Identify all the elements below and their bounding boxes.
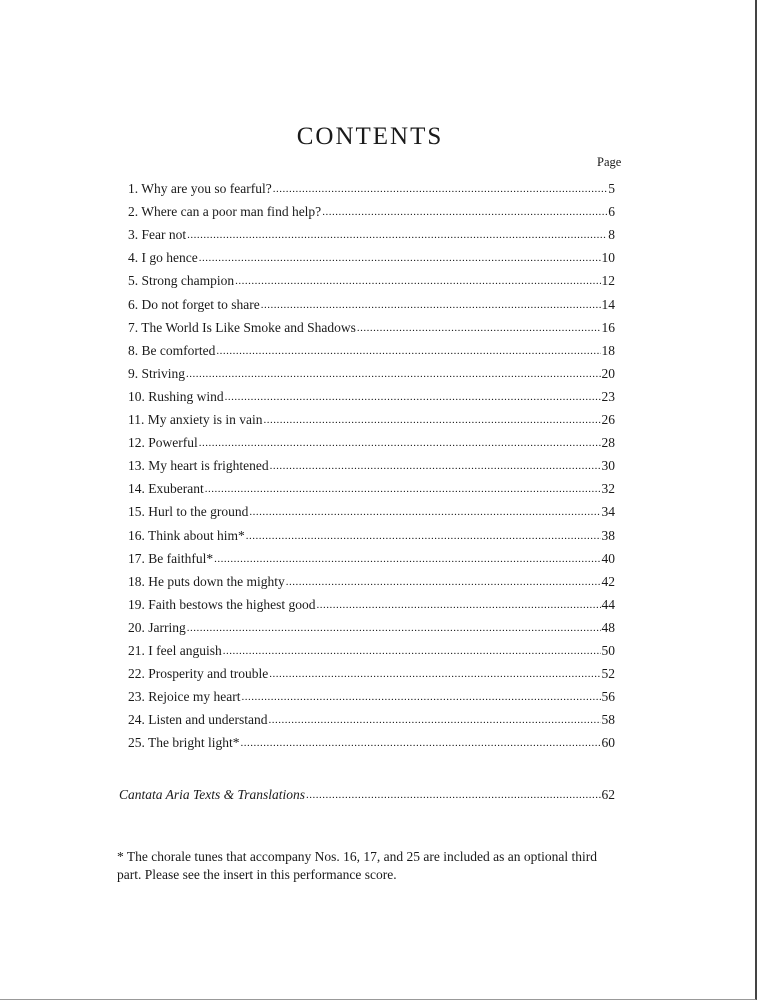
- toc-entry: [128, 288, 615, 311]
- entry-label: 8. Be comforted: [128, 342, 216, 358]
- entry-label: 3. Fear not: [128, 227, 187, 243]
- toc-entry: [128, 404, 615, 427]
- entry-page: 30: [601, 458, 615, 474]
- entry-label: 19. Faith bestows the highest good: [128, 596, 316, 612]
- aria-texts-entry: [119, 779, 615, 802]
- entry-page: 40: [601, 550, 615, 566]
- entry-label: 20. Jarring: [128, 619, 186, 635]
- entry-page: 10: [601, 250, 615, 266]
- page-column-label: Page: [597, 155, 622, 169]
- toc-entry: [128, 196, 615, 219]
- toc-entry: [128, 519, 615, 542]
- entry-label: 15. Hurl to the ground: [128, 504, 249, 520]
- entry-page: 14: [601, 296, 615, 312]
- entry-page: 34: [601, 504, 615, 520]
- toc-entry: [128, 335, 615, 358]
- toc-entry: [128, 566, 615, 589]
- dot-leader: [225, 391, 601, 404]
- dot-leader: [241, 691, 600, 704]
- toc-entry: [128, 381, 615, 404]
- toc-entry: [128, 727, 615, 750]
- entry-label: 11. My anxiety is in vain: [128, 412, 263, 428]
- toc-entry: [128, 312, 615, 335]
- dot-leader: [269, 668, 600, 681]
- toc-entry: [128, 543, 615, 566]
- toc-entry: [128, 427, 615, 450]
- entry-page: 12: [601, 273, 615, 289]
- entry-page: 38: [601, 527, 615, 543]
- dot-leader: [214, 553, 600, 566]
- footnote: [117, 848, 617, 884]
- dot-leader: [199, 252, 601, 265]
- entry-label: 5. Strong champion: [128, 273, 235, 289]
- contents-list: [128, 173, 615, 750]
- footnote-marker: *: [117, 849, 124, 864]
- dot-leader: [270, 460, 601, 473]
- toc-entry: [128, 358, 615, 381]
- entry-label: 23. Rejoice my heart: [128, 689, 241, 705]
- entry-page: 44: [601, 596, 615, 612]
- entry-label: 10. Rushing wind: [128, 388, 224, 404]
- toc-entry: [128, 219, 615, 242]
- entry-label: 25. The bright light*: [128, 735, 240, 751]
- entry-page: 28: [601, 435, 615, 451]
- dot-leader: [235, 275, 600, 288]
- entry-page: 5: [608, 181, 615, 197]
- entry-label: 14. Exuberant: [128, 481, 204, 497]
- toc-entry: [128, 704, 615, 727]
- dot-leader: [273, 183, 608, 196]
- entry-page: 48: [601, 619, 615, 635]
- dot-leader: [186, 368, 600, 381]
- dot-leader: [205, 483, 601, 496]
- entry-page: 18: [601, 342, 615, 358]
- entry-label: 18. He puts down the mighty: [128, 573, 285, 589]
- entry-page: 23: [601, 388, 615, 404]
- entry-page: 32: [601, 481, 615, 497]
- entry-label: 24. Listen and understand: [128, 712, 268, 728]
- entry-page: 16: [601, 319, 615, 335]
- dot-leader: [249, 506, 600, 519]
- entry-label: 9. Striving: [128, 365, 186, 381]
- toc-entry: [128, 589, 615, 612]
- dot-leader: [246, 530, 601, 543]
- entry-label: 6. Do not forget to share: [128, 296, 260, 312]
- toc-entry: [128, 450, 615, 473]
- entry-label: 21. I feel anguish: [128, 642, 222, 658]
- page-title: CONTENTS: [296, 122, 444, 150]
- toc-entry: [128, 612, 615, 635]
- entry-page: 8: [608, 227, 615, 243]
- dot-leader: [357, 322, 601, 335]
- entry-page: 42: [601, 573, 615, 589]
- toc-entry: [128, 681, 615, 704]
- toc-entry: [128, 496, 615, 519]
- dot-leader: [187, 622, 601, 635]
- toc-entry: [128, 265, 615, 288]
- dot-leader: [322, 206, 607, 219]
- entry-page: 50: [601, 642, 615, 658]
- entry-label: 13. My heart is frightened: [128, 458, 269, 474]
- dot-leader: [223, 645, 601, 658]
- entry-page: 60: [601, 735, 615, 751]
- dot-leader: [306, 789, 600, 802]
- dot-leader: [261, 299, 601, 312]
- toc-entry: [128, 173, 615, 196]
- entry-label: 7. The World Is Like Smoke and Shadows: [128, 319, 356, 335]
- entry-page: 6: [608, 204, 615, 220]
- entry-label: 17. Be faithful*: [128, 550, 214, 566]
- entry-page: 52: [601, 666, 615, 682]
- entry-label: 12. Powerful: [128, 435, 198, 451]
- dot-leader: [286, 576, 601, 589]
- entry-page: 62: [601, 787, 615, 802]
- dot-leader: [317, 599, 601, 612]
- toc-entry: [128, 473, 615, 496]
- entry-label: 4. I go hence: [128, 250, 198, 266]
- dot-leader: [264, 414, 601, 427]
- dot-leader: [187, 229, 607, 242]
- entry-page: 20: [601, 365, 615, 381]
- entry-page: 58: [601, 712, 615, 728]
- entry-label: 22. Prosperity and trouble: [128, 666, 269, 682]
- entry-page: 26: [601, 412, 615, 428]
- dot-leader: [241, 737, 601, 750]
- footnote-text: The chorale tunes that accompany Nos. 16, 17, and 25 are included as an optional third part. Please see the insert in this performance score.: [117, 849, 597, 882]
- entry-label: Cantata Aria Texts & Translations: [119, 787, 306, 802]
- dot-leader: [268, 714, 600, 727]
- entry-label: 1. Why are you so fearful?: [128, 181, 272, 197]
- toc-entry: [128, 658, 615, 681]
- entry-page: 56: [601, 689, 615, 705]
- dot-leader: [216, 345, 600, 358]
- dot-leader: [199, 437, 601, 450]
- entry-label: 16. Think about him*: [128, 527, 245, 543]
- entry-label: 2. Where can a poor man find help?: [128, 204, 322, 220]
- toc-entry: [128, 242, 615, 265]
- toc-entry: [128, 635, 615, 658]
